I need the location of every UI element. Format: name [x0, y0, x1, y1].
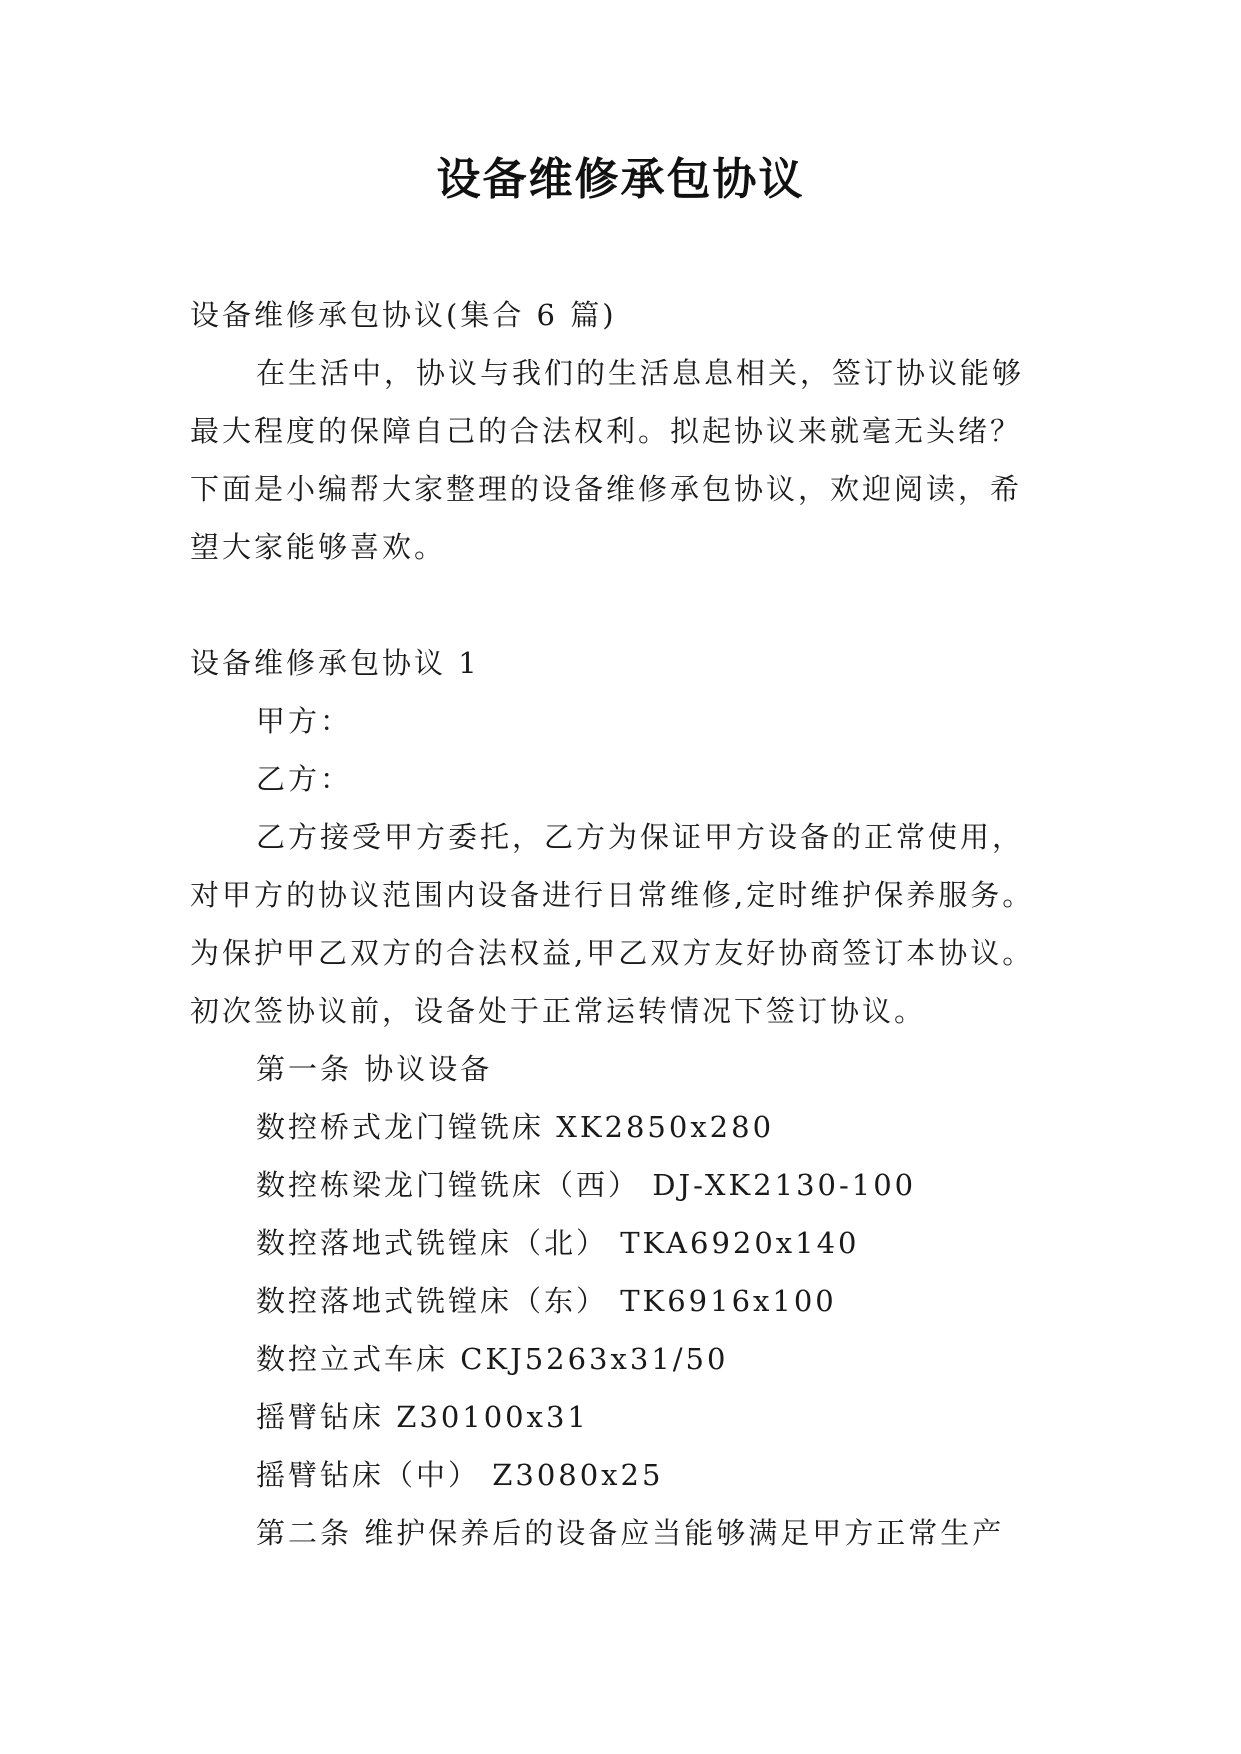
text-line: 最大程度的保障自己的合法权利。拟起协议来就毫无头绪？ — [190, 414, 1023, 448]
text-line: 初次签协议前，设备处于正常运转情况下签订协议。 — [190, 994, 927, 1028]
document-body — [190, 286, 1090, 1562]
text-line: 对甲方的协议范围内设备进行日常维修,定时维护保养服务。 — [190, 878, 1035, 912]
text-line: 第一条 协议设备 — [256, 1052, 493, 1086]
text-line: 数控立式车床 CKJ5263x31/50 — [256, 1342, 729, 1376]
text-line: 摇臂钻床 Z30100x31 — [256, 1400, 589, 1434]
text-line: 数控栋梁龙门镗铣床（西） DJ-XK2130-100 — [256, 1168, 917, 1202]
text-line: 数控桥式龙门镗铣床 XK2850x280 — [256, 1110, 775, 1144]
text-line: 乙方： — [256, 762, 353, 796]
text-line: 摇臂钻床（中） Z3080x25 — [256, 1458, 664, 1492]
document-title: 设备维修承包协议 — [436, 154, 805, 205]
text-line: 乙方接受甲方委托，乙方为保证甲方设备的正常使用， — [256, 820, 1025, 854]
paragraph-gap — [190, 576, 1090, 634]
text-line: 为保护甲乙双方的合法权益,甲乙双方友好协商签订本协议。 — [190, 936, 1035, 970]
text-line: 下面是小编帮大家整理的设备维修承包协议，欢迎阅读，希 — [190, 472, 1023, 506]
text-line: 望大家能够喜欢。 — [190, 530, 447, 564]
text-line: 数控落地式铣镗床（北） TKA6920x140 — [256, 1226, 860, 1260]
text-line: 数控落地式铣镗床（东） TK6916x100 — [256, 1284, 837, 1318]
text-line: 设备维修承包协议 1 — [190, 646, 480, 680]
text-line: 甲方： — [256, 704, 353, 738]
text-line: 设备维修承包协议(集合 6 篇) — [190, 298, 617, 332]
text-line: 在生活中，协议与我们的生活息息相关，签订协议能够 — [256, 356, 1025, 390]
text-line: 第二条 维护保养后的设备应当能够满足甲方正常生产 — [256, 1516, 1005, 1550]
